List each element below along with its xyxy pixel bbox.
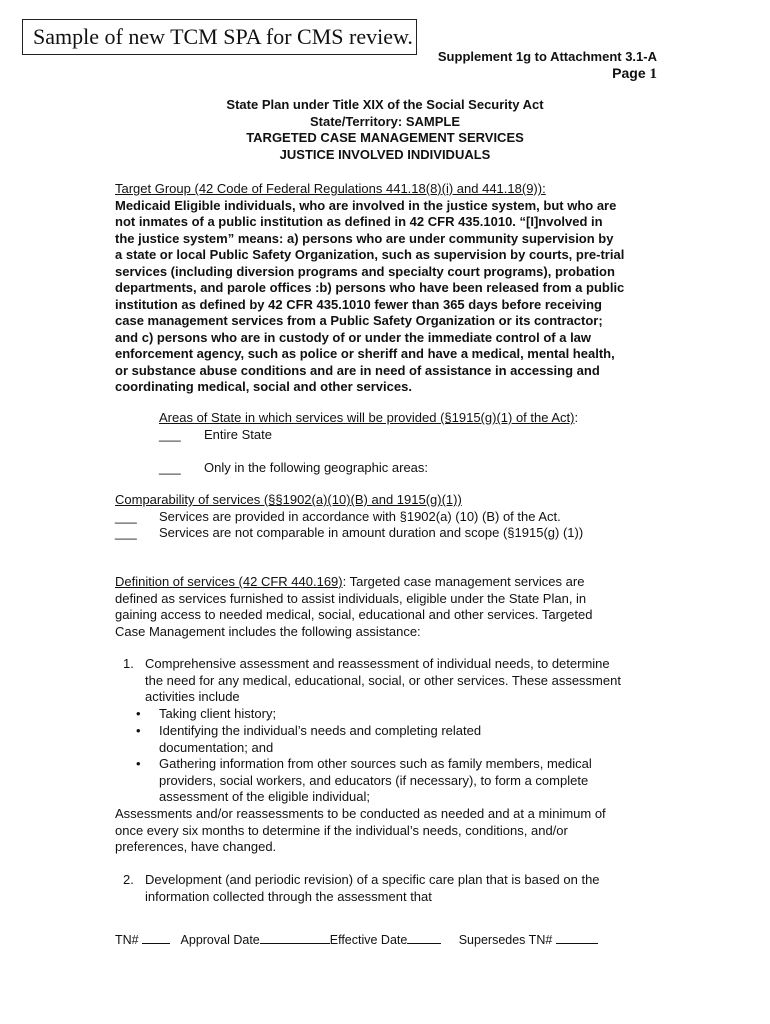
header-line-2: State/Territory: SAMPLE (309, 113, 460, 129)
bullet-line: assessment of the eligible individual; (159, 789, 371, 804)
list-item-2-number: 2. (123, 872, 134, 887)
list-item-1 (145, 656, 665, 706)
list-item-line: Comprehensive assessment and reassessment of individual needs, to determine (145, 656, 610, 671)
target-group-line: institution as defined by 42 CFR 435.1010 fewer than 365 days before receiving (115, 296, 602, 312)
comparability-blank-1[interactable] (115, 509, 137, 526)
assessment-line: once every six months to determine if the individual’s needs, conditions, and/or (115, 822, 568, 838)
areas-option1-label: Entire State (204, 427, 272, 442)
assessment-line: preferences, have changed. (115, 839, 277, 854)
list-item-line: Development (and periodic revision) of a specific care plan that is based on the (145, 872, 600, 887)
bullet-line: Gathering information from other sources such as family members, medical (159, 756, 592, 771)
bullet-line: providers, social workers, and educators (if necessary), to form a complete (159, 772, 589, 788)
target-group-heading: Target Group (42 Code of Federal Regulations 441.18(8)(i) and 441.18(9)): (115, 181, 546, 196)
bullet-item (159, 723, 659, 756)
header-line-4: JUSTICE INVOLVED INDIVIDUALS (279, 146, 491, 162)
list-item-1-number: 1. (123, 656, 134, 671)
target-group-line: not inmates of a public institution as defined in 42 CFR 435.1010. “[I]nvolved in (115, 214, 603, 229)
areas-option-entire-state[interactable] (159, 427, 181, 444)
list-item-2 (145, 872, 665, 905)
target-group-line: enforcement agency, such as police or sheriff and have a medical, mental health, (115, 346, 615, 361)
comparability-blank[interactable]: ___ (115, 525, 137, 540)
sample-stamp-text: Sample of new TCM SPA for CMS review. (33, 24, 413, 49)
footer-tn-label: TN# (115, 933, 139, 947)
comparability-blank-2[interactable] (115, 525, 137, 542)
target-group-line: or substance abuse conditions and are in need of assistance in accessing and (115, 362, 600, 378)
definition-line: gaining access to needed medical, social, educational and other services. Targeted (115, 607, 593, 622)
header-line-3: TARGETED CASE MANAGEMENT SERVICES (246, 130, 524, 145)
bullet-item (159, 756, 659, 806)
document-header (115, 97, 655, 163)
target-group-line: services (including diversion programs and specialty court programs), probation (115, 263, 615, 279)
footer-approval-label: Approval Date (180, 933, 260, 947)
bullet-line: Taking client history; (159, 706, 277, 721)
target-group-section (115, 181, 660, 396)
areas-heading-suffix: : (574, 410, 579, 425)
areas-option-geographic[interactable] (159, 460, 181, 477)
areas-blank[interactable]: ___ (159, 460, 181, 475)
definition-section (115, 574, 660, 640)
comparability-option1: Services are provided in accordance with §1902(a) (10) (B) of the Act. (159, 509, 561, 524)
assessment-line: Assessments and/or reassessments to be conducted as needed and at a minimum of (115, 806, 606, 821)
supplement-label: Supplement 1g to Attachment 3.1-A (437, 49, 657, 64)
footer-tn-field[interactable] (142, 931, 170, 944)
target-group-line: and c) persons who are in custody of or under the immediate control of a law (115, 329, 592, 345)
header-line-1: State Plan under Title XIX of the Social Security Act (226, 97, 544, 112)
comparability-option2: Services are not comparable in amount duration and scope (§1915(g) (1)) (159, 525, 584, 540)
definition-heading: Definition of services (42 CFR 440.169) (115, 574, 343, 589)
list-item-line: information collected through the assessment that (145, 888, 432, 904)
footer-supersedes-field[interactable] (556, 931, 598, 944)
assessment-note (115, 806, 660, 856)
footer-approval-field[interactable] (260, 931, 330, 944)
target-group-line: departments, and parole offices :b) persons who have been released from a public (115, 280, 625, 295)
target-group-line: case management services from a Public Safety Organization or its contractor; (115, 313, 603, 328)
definition-intro: : Targeted case management services are (342, 574, 585, 589)
definition-line: Case Management includes the following assistance: (115, 623, 421, 639)
page-number-value: 1 (649, 66, 657, 82)
bullet-dot: • (136, 756, 141, 771)
bullet-dot: • (136, 706, 141, 721)
areas-heading (159, 410, 578, 427)
target-group-line: Medicaid Eligible individuals, who are involved in the justice system, but who are (115, 197, 617, 213)
definition-line: defined as services furnished to assist individuals, eligible under the State Plan, in (115, 590, 587, 606)
footer-supersedes-label: Supersedes TN# (458, 933, 553, 947)
bullet-line: Identifying the individual’s needs and completing related (159, 723, 482, 738)
list-item-line: the need for any medical, educational, social, or other services. These assessment (145, 672, 621, 688)
bullet-item (159, 706, 659, 723)
comparability-blank[interactable]: ___ (115, 509, 137, 524)
bullet-dot: • (136, 723, 141, 738)
areas-heading-text: Areas of State in which services will be provided (§1915(g)(1) of the Act) (159, 410, 575, 425)
page-label: Page (612, 65, 646, 81)
areas-blank[interactable]: ___ (159, 427, 181, 442)
target-group-line: coordinating medical, social and other services. (115, 379, 412, 394)
document-footer (115, 931, 598, 948)
comparability-heading: Comparability of services (§§1902(a)(10)(B) and 1915(g)(1)) (115, 492, 462, 507)
definition-line (115, 574, 660, 591)
bullet-line: documentation; and (159, 739, 274, 755)
page-number (612, 65, 657, 83)
areas-option2-label: Only in the following geographic areas: (204, 460, 429, 475)
sample-stamp-box (22, 19, 417, 55)
target-group-line: the justice system” means: a) persons who are under community supervision by (115, 230, 614, 246)
footer-effective-label: Effective Date (329, 933, 408, 947)
footer-effective-field[interactable] (407, 931, 441, 944)
list-item-line: activities include (145, 689, 240, 704)
target-group-line: a state or local Public Safety Organization, such as supervision by courts, pre-trial (115, 247, 625, 262)
